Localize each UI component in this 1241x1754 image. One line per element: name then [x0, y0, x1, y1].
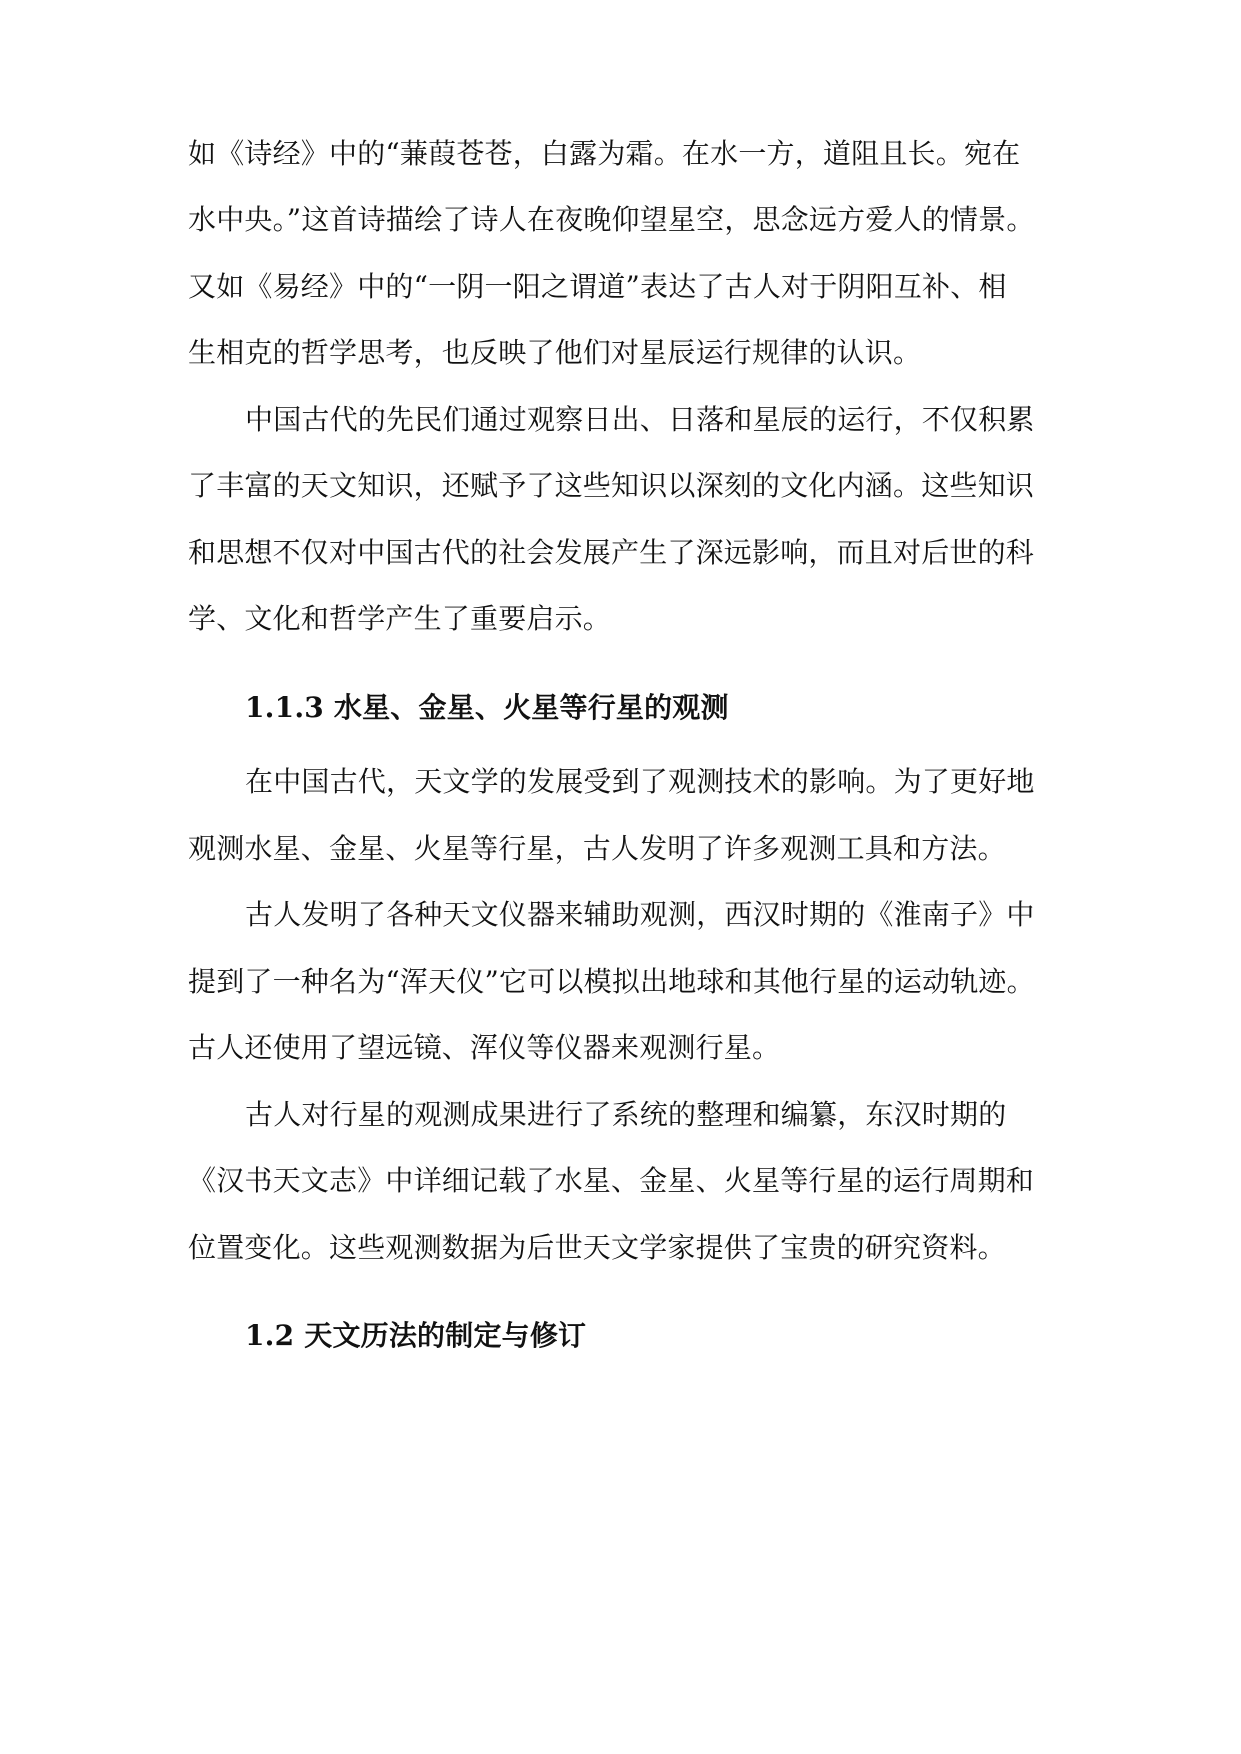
text-line: 古人对行星的观测成果进行了系统的整理和编纂，东汉时期的	[245, 1098, 1007, 1131]
text-line: 水中央。”这首诗描绘了诗人在夜晚仰望星空，思念远方爱人的情景。	[188, 203, 1035, 236]
section-heading: 1.1.3 水星、金星、火星等行星的观测	[245, 691, 729, 724]
section-heading: 1.2 天文历法的制定与修订	[245, 1319, 587, 1352]
text-line: 提到了一种名为“浑天仪”它可以模拟出地球和其他行星的运动轨迹。	[188, 965, 1035, 998]
text-line: 了丰富的天文知识，还赋予了这些知识以深刻的文化内涵。这些知识	[188, 469, 1035, 502]
text-line: 观测水星、金星、火星等行星，古人发明了许多观测工具和方法。	[188, 832, 1006, 865]
text-line: 古人发明了各种天文仪器来辅助观测，西汉时期的《淮南子》中	[245, 898, 1035, 931]
text-line: 位置变化。这些观测数据为后世天文学家提供了宝贵的研究资料。	[188, 1231, 1006, 1264]
text-line: 如《诗经》中的“蒹葭苍苍，白露为霜。在水一方，道阻且长。宛在	[188, 137, 1021, 170]
text-line: 生相克的哲学思考，也反映了他们对星辰运行规律的认识。	[188, 336, 922, 369]
text-line: 又如《易经》中的“一阴一阳之谓道”表达了古人对于阴阳互补、相	[188, 270, 1007, 303]
text-line: 古人还使用了望远镜、浑仪等仪器来观测行星。	[188, 1031, 781, 1064]
text-line: 中国古代的先民们通过观察日出、日落和星辰的运行，不仅积累	[245, 403, 1035, 436]
text-line: 《汉书天文志》中详细记载了水星、金星、火星等行星的运行周期和	[188, 1164, 1035, 1197]
text-line: 和思想不仅对中国古代的社会发展产生了深远影响，而且对后世的科	[188, 536, 1035, 569]
text-line: 在中国古代，天文学的发展受到了观测技术的影响。为了更好地	[245, 765, 1035, 798]
text-line: 学、文化和哲学产生了重要启示。	[188, 602, 612, 635]
